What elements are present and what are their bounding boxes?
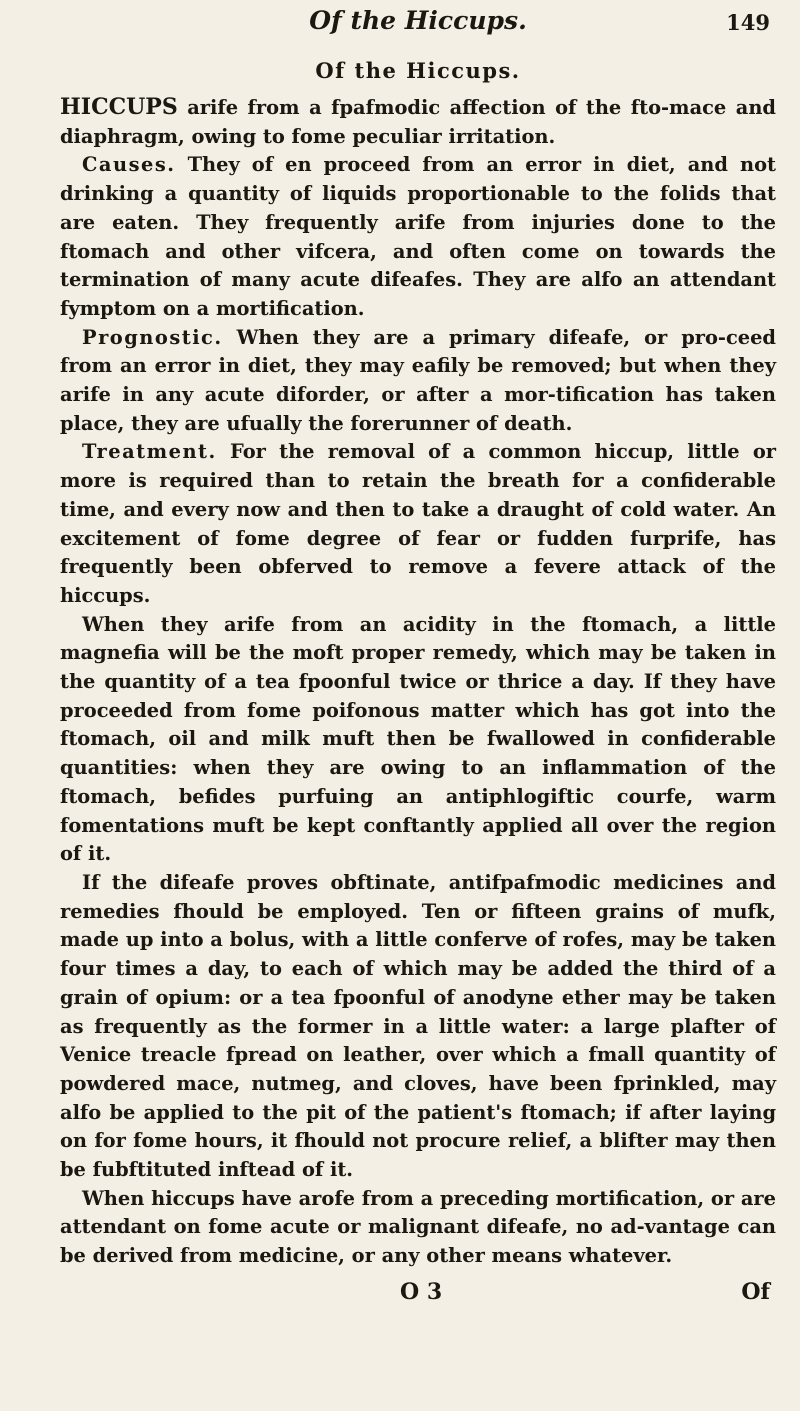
- treatment-text: For the removal of a common hiccup, little or more is required than to retain the breath for a confiderable time, and every now and then to take a draught of cold water. An excitement of fome degree of fear or fudden furprife, has frequently been obferved to remove a fevere attack of the hiccups.: [60, 440, 776, 607]
- causes-text: They of en proceed from an error in diet, and not drinking a quantity of liquids proportionable to the folids that are eaten. They frequently arife from injuries done to the ftomach and other vifcera, and often come on towards the termination of many acute difeafes. They are alfo an attendant fymptom on a mortification.: [60, 153, 776, 320]
- lead-word: HICCUPS: [60, 94, 178, 120]
- paragraph-obstinate: If the difeafe proves obftinate, antifpafmodic medicines and remedies fhould be employed. Ten or fifteen grains of mufk, made up into a bolus, with a little conferve of rofes, may be taken four times a day, to each of which may be added the third of a grain of opium: or a tea fpoonful of anodyne ether may be taken as frequently as the former in a little water: a large plafter of Venice treacle fpread on leather, over which a fmall quantity of powdered mace, nutmeg, and cloves, have been fprinkled, may alfo be applied to the pit of the patient's ftomach; if after laying on for fome hours, it fhould not procure relief, a blifter may then be fubftituted inftead of it.: [60, 870, 776, 1182]
- catchword: Of: [741, 1278, 770, 1305]
- signature-mark: O 3: [400, 1278, 443, 1305]
- page-number: 149: [726, 10, 770, 35]
- paragraph-prognostic: [60, 324, 776, 439]
- treatment-heading: Treatment.: [82, 440, 217, 464]
- paragraph-treatment: [60, 438, 776, 610]
- section-title: Of the Hiccups.: [315, 58, 521, 83]
- article-body: [60, 93, 776, 1271]
- running-title: Of the Hiccups.: [309, 6, 527, 35]
- causes-heading: Causes.: [82, 153, 176, 177]
- page-footer: [60, 1275, 776, 1315]
- paragraph-mortification: When hiccups have arofe from a preceding mortification, or are attendant on fome acute or malignant difeafe, no ad-vantage can be derived from medicine, or any other means whatever.: [60, 1186, 776, 1268]
- prognostic-text: When they are a primary difeafe, or pro-ceed from an error in diet, they may eafily be removed; but when they arife in any acute diforder, or after a mor-tification has taken place, they are ufually the forerunner of death.: [60, 325, 776, 435]
- paragraph-acidity: When they arife from an acidity in the ftomach, a little magnefia will be the moft proper remedy, which may be taken in the quantity of a tea fpoonful twice or thrice a day. If they have proceeded from fome poifonous matter which has got into the ftomach, oil and milk muft then be fwallowed in confiderable quantities: when they are owing to an inflammation of the ftomach, befides purfuing an antiphlogiftic courfe, warm fomentations muft be kept conftantly applied all over the region of it.: [60, 612, 776, 866]
- paragraph-definition: [60, 93, 776, 151]
- paragraph-causes: [60, 151, 776, 323]
- definition-text: arife from a fpafmodic affection of the fto-mace and diaphragm, owing to fome peculiar irritation.: [60, 96, 776, 148]
- prognostic-heading: Prognostic.: [82, 325, 223, 349]
- page-header: [60, 0, 776, 44]
